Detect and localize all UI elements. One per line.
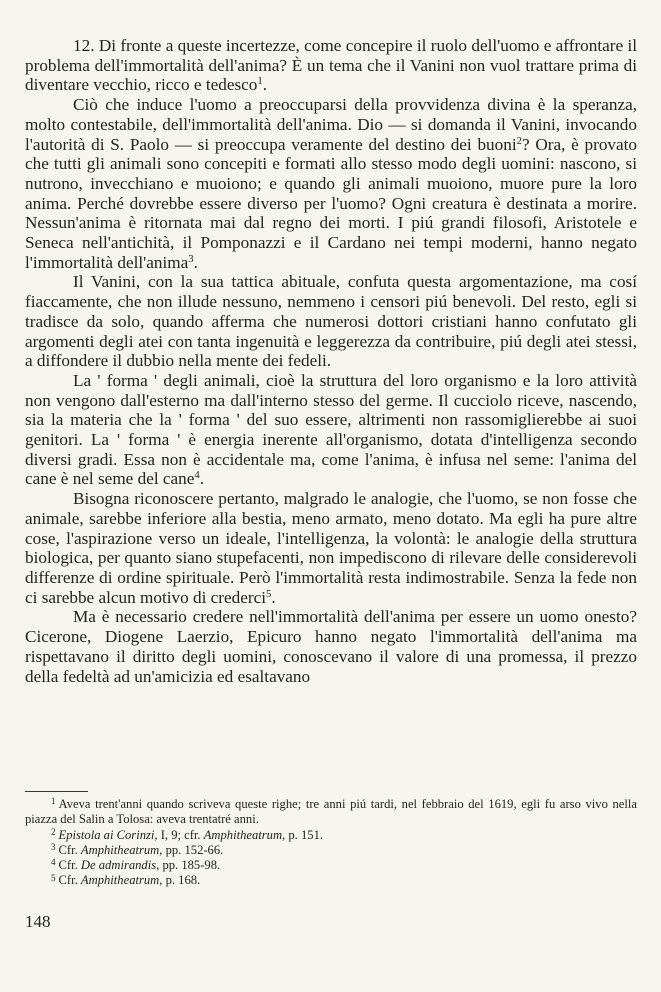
footnote-ref: 4 (194, 470, 200, 482)
footnote-ref: 2 (516, 135, 522, 147)
footnote: $^4$ Cfr. De admirandis, pp. 185-98. (51, 857, 221, 873)
footnotes (25, 797, 637, 889)
footnote-ref: 3 (188, 253, 194, 265)
footnote: $^2$ Epistola ai Corinzi, I, 9; cfr. Amphitheatrum, p. 151. (51, 826, 324, 842)
paragraph: Bisogna riconoscere pertanto, malgrado le analogie, che l'uomo, se non fosse che animale, sarebbe inferiore alla bestia, meno armato, meno dotato. Ma egli ha pure altre cose, l'aspirazione verso un ideale, l'intelligenza, la volontà: le analogie della struttura biologica, per quanto siano stupefacenti, non impediscono di rilevare delle considerevoli differenze di ordine spirituale. Però l'immortalità resta indimostrabile. Senza la fede non ci sarebbe alcun motivo di crederci$^5$. (25, 489, 637, 607)
main-text (25, 36, 637, 686)
paragraph: Ciò che induce l'uomo a preoccuparsi della provvidenza divina è la speranza, molto contestabile, dell'immortalità dell'anima. Dio — si domanda il Vanini, invocando l'autorità di S. Paolo — si preoccupa veramente del destino dei buoni$^2$? Ora, è provato che tutti gli animali sono concepiti e formati allo stesso modo degli uomini: nascono, si nutrono, invecchiano e muoiono; e quando gli animali muoiono, muore pure la loro anima. Perché dovrebbe essere diverso per l'uomo? Ogni creatura è destinata a morire. Nessun'anima è ritornata mai dal regno dei morti. I piú grandi filosofi, Aristotele e Seneca nell'antichità, il Pomponazzi e il Cardano nei tempi moderni, hanno negato l'immortalità dell'anima$^3$. (25, 95, 638, 272)
paragraph: 12. Di fronte a queste incertezze, come concepire il ruolo dell'uomo e affrontare il problema dell'immortalità dell'anima? È un tema che il Vanini non vuol trattare prima di diventare vecchio, ricco e tedesco$^1$. (25, 36, 637, 95)
paragraph: Il Vanini, con la sua tattica abituale, confuta questa argomentazione, ma cosí fiaccamente, che non illude nessuno, nemmeno i censori piú benevoli. Del resto, egli si tradisce da solo, quando afferma che numerosi dottori cristiani hanno confutato gli argomenti degli atei con tanta ingenuità e leggerezza da contribuire, piú degli atei stessi, a diffondere il dubbio nella mente dei fedeli. (25, 272, 637, 371)
footnote: $^3$ Cfr. Amphitheatrum, pp. 152-66. (51, 842, 224, 857)
footnote: $^1$ Aveva trent'anni quando scriveva queste righe; tre anni piú tardi, nel febbraio del 1619, egli fu arso vivo nella piazza del Salin a Tolosa: aveva trentatré anni. (25, 796, 637, 827)
paragraph: La ' forma ' degli animali, cioè la struttura del loro organismo e la loro attività non vengono dall'esterno ma dall'interno stesso del germe. Il cucciolo riceve, nascendo, sia la materia che la ' forma ' del suo essere, altrimenti non rassomiglierebbe ai suoi genitori. La ' forma ' è energia inerente all'organismo, dotata d'intelligenza secondo diversi gradi. Essa non è accidentale ma, come l'anima, è infusa nel seme: l'anima del cane è nel seme del cane$^4$. (25, 370, 637, 489)
paragraph: Ma è necessario credere nell'immortalità dell'anima per essere un uomo onesto? Cicerone, Diogene Laerzio, Epicuro hanno negato l'immortalità dell'anima ma rispettavano il diritto degli uomini, conoscevano il valore di una promessa, il prezzo della fedeltà ad un'amicizia ed esaltavano (25, 607, 637, 686)
footnote-divider (25, 791, 88, 792)
footnote-ref: 5 (266, 588, 272, 600)
footnote: $^5$ Cfr. Amphitheatrum, p. 168. (51, 872, 201, 888)
footnote-ref: 1 (257, 76, 263, 88)
page-number: 148 (25, 912, 51, 931)
